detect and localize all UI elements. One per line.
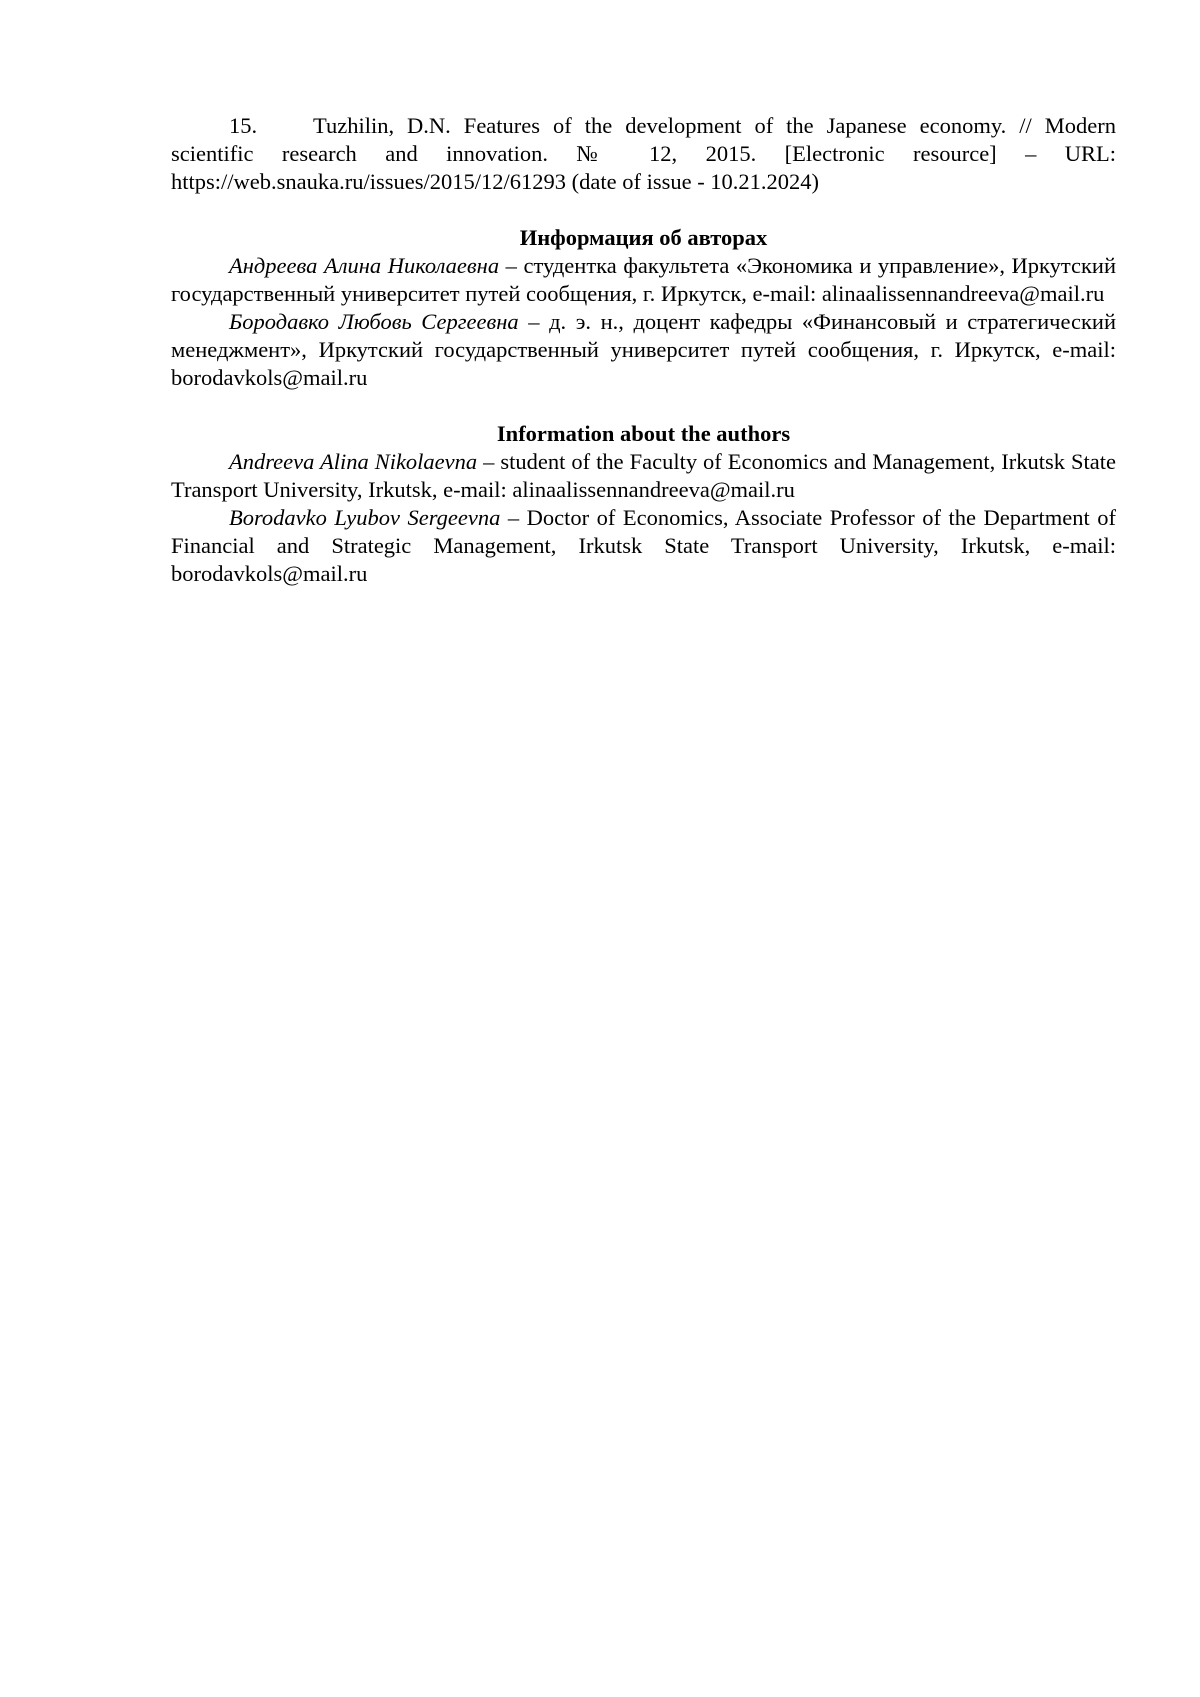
author-details: – студентка факультета «Экономика и управление», Иркутский государственный университет путей сообщения, г. Иркутск, e-mail: alinaalissennandreeva@mail.ru — [171, 253, 1116, 306]
author-name: Андреева Алина Николаевна — [229, 253, 500, 278]
document-page — [171, 112, 1116, 588]
author-entry — [171, 252, 1116, 308]
authors-heading-ru: Информация об авторах — [519, 225, 768, 250]
authors-heading-en: Information about the authors — [496, 421, 791, 446]
reference-number: 15. — [229, 113, 258, 138]
reference-text: Tuzhilin, D.N. Features of the development of the Japanese economy. // Modern scientific research and innovation. № 12, 2015. [Electronic resource] – URL: https://web.snauka.ru/issues/2015/12/61293 (date of issue - 10.21.2024) — [171, 113, 1116, 194]
author-details: – д. э. н., доцент кафедры «Финансовый и стратегический менеджмент», Иркутский государственный университет путей сообщения, г. Иркутск, e-mail: borodavkols@mail.ru — [171, 309, 1116, 390]
author-entry — [171, 448, 1116, 504]
reference-entry — [171, 112, 1116, 196]
author-entry — [171, 308, 1116, 392]
author-entry — [171, 504, 1116, 588]
author-name: Бородавко Любовь Сергеевна — [229, 309, 519, 334]
author-details: – student of the Faculty of Economics and Management, Irkutsk State Transport University, Irkutsk, e-mail: alinaalissennandreeva@mail.ru — [171, 449, 1117, 502]
spacer — [171, 196, 1116, 224]
author-details: – Doctor of Economics, Associate Professor of the Department of Financial and Strategic Management, Irkutsk State Transport University, Irkutsk, e-mail: borodavkols@mail.ru — [171, 505, 1116, 586]
spacer — [171, 392, 1116, 420]
author-name: Andreeva Alina Nikolaevna — [229, 449, 478, 474]
author-name: Borodavko Lyubov Sergeevna — [229, 505, 501, 530]
